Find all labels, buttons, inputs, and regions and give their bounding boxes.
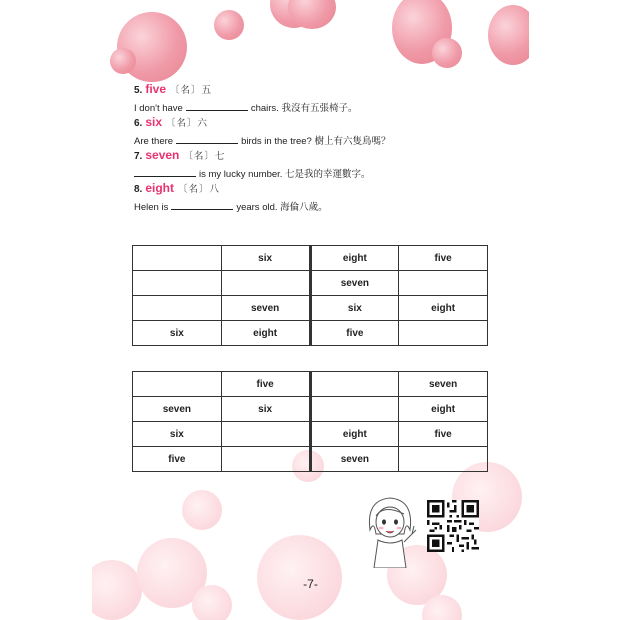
grid-cell: seven	[133, 397, 222, 422]
entry-number: 8.	[134, 184, 143, 195]
vocab-word: seven	[145, 148, 180, 162]
grid-cell	[310, 372, 399, 397]
fill-in-blank[interactable]	[176, 135, 238, 144]
example-sentence: I don't have chairs. 我沒有五張椅子。	[134, 103, 358, 114]
grid-cell	[221, 422, 310, 447]
grid-cell: five	[399, 422, 488, 447]
word-grid-2	[132, 371, 488, 472]
word-grid-1	[132, 245, 488, 346]
grid-cell: eight	[399, 296, 488, 321]
grid-cell: seven	[221, 296, 310, 321]
vocab-word: six	[145, 115, 163, 129]
grid-cell	[221, 447, 310, 472]
entry-number: 5.	[134, 85, 143, 96]
part-of-speech: 〔名〕六	[166, 118, 209, 129]
qr-code-icon	[427, 500, 479, 552]
grid-row	[133, 447, 488, 472]
grid-cell: eight	[221, 321, 310, 346]
grid-cell: six	[221, 246, 310, 271]
decor-bubble	[214, 10, 244, 40]
example-sentence: Helen is years old. 海倫八歲。	[134, 202, 328, 213]
grid-cell	[133, 271, 222, 296]
grid-cell	[399, 271, 488, 296]
entry-number: 6.	[134, 118, 143, 129]
grid-cell	[133, 246, 222, 271]
vocab-word: five	[145, 82, 167, 96]
grid-cell: five	[399, 246, 488, 271]
grid-cell	[133, 296, 222, 321]
grid-row	[133, 321, 488, 346]
entry-number: 7.	[134, 151, 143, 162]
grid-row	[133, 372, 488, 397]
grid-cell: eight	[310, 246, 399, 271]
grid-cell: six	[133, 321, 222, 346]
grid-cell: seven	[399, 372, 488, 397]
workbook-page	[92, 0, 529, 620]
decor-bubble	[488, 5, 529, 65]
part-of-speech: 〔名〕八	[178, 184, 221, 195]
part-of-speech: 〔名〕五	[170, 85, 213, 96]
fill-in-blank[interactable]	[134, 168, 196, 177]
grid-cell	[221, 271, 310, 296]
grid-cell	[310, 397, 399, 422]
grid-row	[133, 246, 488, 271]
grid-row	[133, 271, 488, 296]
grid-cell: seven	[310, 271, 399, 296]
example-sentence: Are there birds in the tree? 樹上有六隻鳥嗎？	[134, 136, 391, 147]
example-sentence: is my lucky number. 七是我的幸運數字。	[134, 166, 371, 180]
grid-cell: eight	[310, 422, 399, 447]
grid-cell: five	[133, 447, 222, 472]
grid-cell: six	[310, 296, 399, 321]
grid-cell	[399, 447, 488, 472]
vocab-word: eight	[145, 181, 175, 195]
grid-cell: five	[310, 321, 399, 346]
girl-illustration	[360, 490, 420, 568]
decor-bubble	[182, 490, 222, 530]
fill-in-blank[interactable]	[186, 102, 248, 111]
grid-cell: six	[221, 397, 310, 422]
grid-cell: seven	[310, 447, 399, 472]
grid-row	[133, 397, 488, 422]
vocabulary-list	[134, 82, 514, 247]
grid-cell	[399, 321, 488, 346]
fill-in-blank[interactable]	[171, 201, 233, 210]
grid-cell: eight	[399, 397, 488, 422]
vocab-entry-eight	[134, 181, 514, 247]
decor-bubble	[432, 38, 462, 68]
grid-cell	[133, 372, 222, 397]
part-of-speech: 〔名〕七	[183, 151, 226, 162]
grid-cell: five	[221, 372, 310, 397]
page-number: -7-	[303, 577, 318, 591]
decor-bubble	[110, 48, 136, 74]
grid-row	[133, 422, 488, 447]
grid-cell: six	[133, 422, 222, 447]
grid-row	[133, 296, 488, 321]
